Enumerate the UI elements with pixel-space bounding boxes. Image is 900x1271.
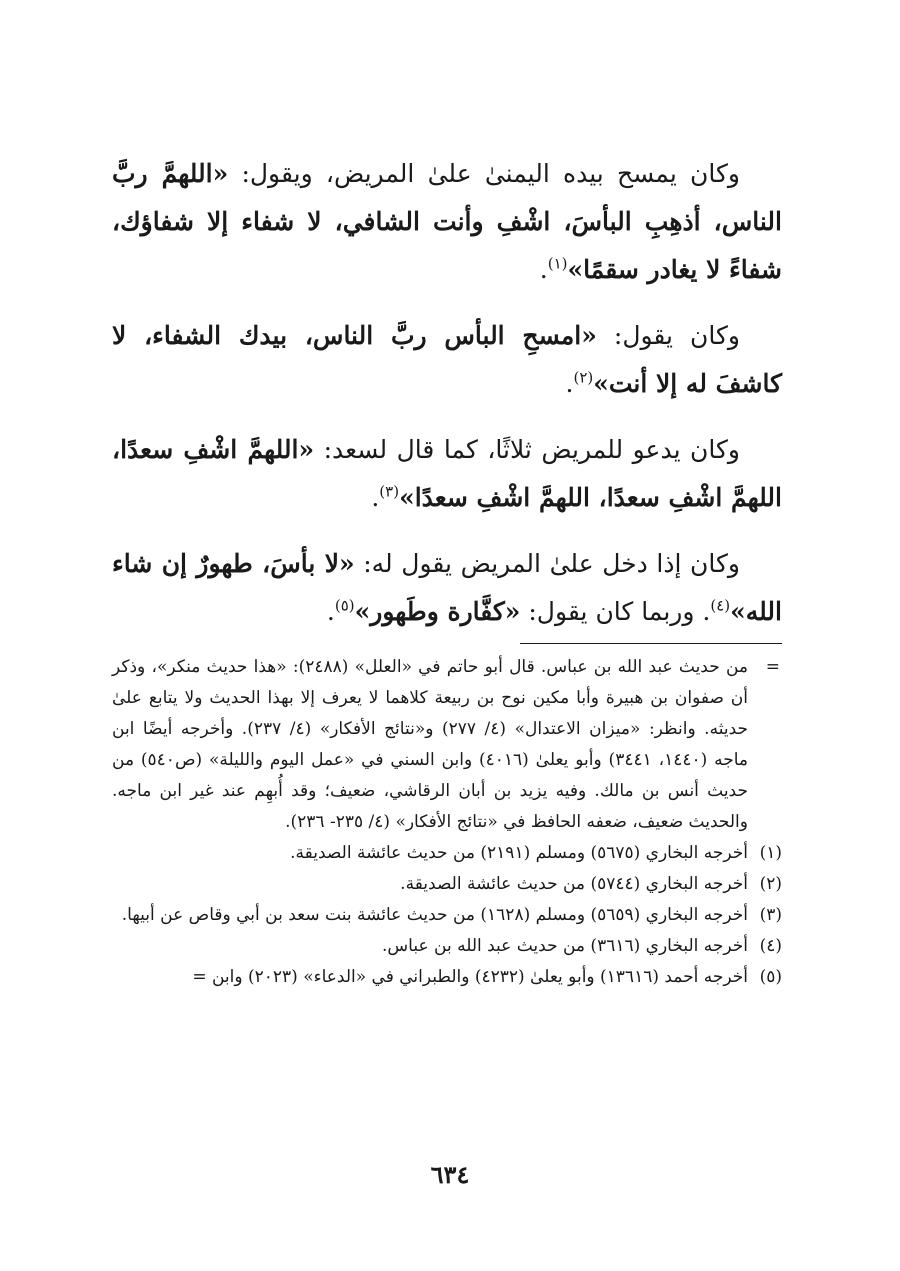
punctuation: . — [371, 483, 380, 512]
footnote-number: (٣) — [759, 905, 782, 925]
footnote-divider — [520, 643, 782, 644]
footnote-text: أخرجه البخاري (٥٧٤٤) من حديث عائشة الصديقة. — [400, 874, 748, 894]
footnote-ref: (٤) — [710, 596, 731, 615]
footnote-1 — [112, 838, 782, 869]
footnote-ref: (١) — [547, 254, 568, 273]
punctuation: . — [565, 369, 574, 398]
footnote-ref: (٥) — [334, 596, 355, 615]
footnote-continuation — [112, 652, 782, 838]
footnote-2 — [112, 869, 782, 900]
main-text — [112, 150, 782, 654]
footnote-text: أخرجه أحمد (١٣٦١٦) وأبو يعلىٰ (٤٢٣٢) والطبراني في «الدعاء» (٢٠٢٣) وابن = — [192, 967, 748, 987]
footnote-number: (٤) — [759, 936, 782, 956]
footnote-text: من حديث عبد الله بن عباس. قال أبو حاتم في «العلل» (٢٤٨٨): «هذا حديث منكر»، وذكر أن صفوان بن هبيرة وأبا مكين نوح بن ربيعة كلاهما لا يعرف إلا بهذا الحديث ولا يتابع علىٰ حديثه. وانظر: «ميزان الاعتدال» (٤/ ٢٧٧) و«نتائج الأفكار» (٤/ ٢٣٧). وأخرجه أيضًا ابن ماجه (١٤٤٠، ٣٤٤١) وأبو يعلىٰ (٤٠١٦) وابن السني في «عمل اليوم والليلة» (ص٥٤٠) من حديث أنس بن مالك. وفيه يزيد بن أبان الرقاشي، ضعيف؛ وقد أُبهِم عند غير ابن ماجه. والحديث ضعيف، ضعفه الحافظ في «نتائج الأفكار» (٤/ ٢٣٥- ٢٣٦). — [112, 657, 748, 832]
punctuation: . — [539, 255, 548, 284]
footnote-number: (٥) — [759, 967, 782, 987]
hadith-quote: «كفَّارة وطَهور» — [354, 597, 521, 626]
footnotes — [112, 652, 782, 993]
continuation-mark: = — [765, 657, 780, 677]
paragraph-text: وربما كان يقول: — [520, 597, 703, 626]
hadith-quote: «لا بأسَ، طهورٌ إن شاء الله» — [112, 549, 782, 626]
punctuation: . — [326, 597, 335, 626]
hadith-quote: «اللهمَّ اشْفِ سعدًا، اللهمَّ اشْفِ سعدًا، اللهمَّ اشْفِ سعدًا» — [112, 435, 782, 512]
hadith-quote: «امسحِ البأس ربَّ الناس، بيدك الشفاء، لا كاشفَ له إلا أنت» — [112, 321, 782, 398]
footnote-ref: (٣) — [379, 482, 400, 501]
paragraph-text: وكان إذا دخل علىٰ المريض يقول له: — [354, 549, 740, 578]
punctuation: . — [702, 597, 711, 626]
paragraph-1 — [112, 150, 782, 294]
footnote-text: أخرجه البخاري (٥٦٥٩) ومسلم (١٦٢٨) من حديث عائشة بنت سعد بن أبي وقاص عن أبيها. — [121, 905, 748, 925]
paragraph-text: وكان يمسح بيده اليمنىٰ علىٰ المريض، ويقول: — [228, 159, 740, 188]
hadith-quote: «اللهمَّ ربَّ الناس، أذهِبِ البأسَ، اشْفِ وأنت الشافي، لا شفاء إلا شفاؤك، شفاءً لا يغادر سقمًا» — [112, 159, 782, 284]
paragraph-3 — [112, 426, 782, 522]
paragraph-2 — [112, 312, 782, 408]
paragraph-4 — [112, 540, 782, 636]
page-number: ٦٣٤ — [430, 1160, 470, 1189]
footnote-5 — [112, 962, 782, 993]
paragraph-text: وكان يقول: — [596, 321, 740, 350]
footnote-text: أخرجه البخاري (٣٦١٦) من حديث عبد الله بن عباس. — [381, 936, 748, 956]
footnote-number: (١) — [759, 843, 782, 863]
footnote-number: (٢) — [759, 874, 782, 894]
footnote-text: أخرجه البخاري (٥٦٧٥) ومسلم (٢١٩١) من حديث عائشة الصديقة. — [290, 843, 748, 863]
paragraph-text: وكان يدعو للمريض ثلاثًا، كما قال لسعد: — [314, 435, 741, 464]
footnote-3 — [112, 900, 782, 931]
footnote-4 — [112, 931, 782, 962]
footnote-ref: (٢) — [573, 368, 594, 387]
